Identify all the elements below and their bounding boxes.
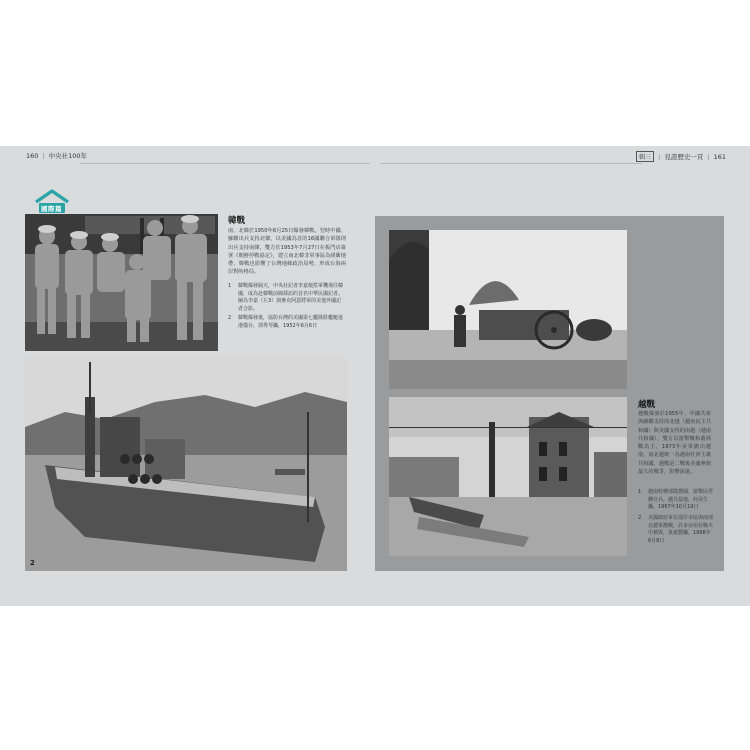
left-book-title: 中央社100年 [48,152,88,160]
vietnam-war-caption-1 [638,489,713,512]
right-page-header [636,151,726,162]
caption-number: 2 [228,315,232,321]
left-header-rule [80,163,370,164]
header-separator: | [707,152,710,161]
left-page-header [26,151,87,160]
ship-photo-figure-number: 2 [30,559,35,567]
photo-warship [25,357,347,571]
vietnam-war-title: 越戰 [638,400,656,410]
right-header-rule [380,163,642,164]
chapter-label: 輯三 [636,151,654,162]
right-page-number: 161 [713,152,726,161]
caption-text: 韓戰爆發後，協防台灣的美國第七艦隊駐艦艇進港儀台，郭秀琴攝，1952年6月6日 [238,315,344,329]
left-page-number: 160 [26,151,39,160]
korean-war-title: 韓戰 [228,216,246,226]
header-separator: | [42,151,45,160]
caption-text: 韓戰爆發隔天，中央社記者李嘉便搭軍機飛往韓國，成為赴韓戰前線採訪的首名中華民國記者。圖為李嘉（左3）與麥克阿瑟將軍的美他外國記者合影。 [238,283,344,312]
caption-number: 1 [228,283,232,289]
header-separator: | [658,152,661,161]
vietnam-war-body: 越戰爆發於1955年，中國共產與蘇聯支持的北越（越南民主共和國）與美國支持的南越（越南共和國），雙方以游擊戰和叢林戰為主，1973年美軍撤出越南，南北越統一為越南社會主義共和國，越戰是二戰後美國參與最久的戰爭，影響深遠。 [638,411,711,476]
caption-text: 美國政府軍在堤岸市區與南部北越軍激戰，許多房屋在戰火中被毀，黃嘉豐攝，1968年6月8日 [648,515,714,544]
korean-war-body: 南、北韓於1950年6月25日爆發韓戰，翌時中國、蘇聯出兵支持北韓，以美國為首的16國聯合軍隊則出兵支持南韓，雙方於1953年7月27日在板門店簽署《朝鮮停戰協定》，建立南北韓非軍事區為緩衝地帶，韓戰也影響了台灣地緣政治局勢，形成台海兩岸對峙格局。 [228,228,346,276]
international-section-logo [32,189,72,217]
photo-vietnam-rural [389,230,627,389]
logo-label: 國際篇 [41,205,62,213]
section-label: 見證歷史一頁 [664,153,704,161]
vietnam-war-caption-2 [638,515,713,545]
photo-korean-war-reporters [25,214,218,351]
caption-text: 越南特種部隊搜捕，游擊民俘擄官兵，越共基地，何美生攝，1967年10月19日 [648,489,714,511]
korean-war-caption-2 [228,315,346,330]
korean-war-caption-1 [228,283,346,313]
caption-number: 1 [638,489,642,495]
photo-vietnam-ruins [389,397,627,556]
caption-number: 2 [638,515,642,521]
